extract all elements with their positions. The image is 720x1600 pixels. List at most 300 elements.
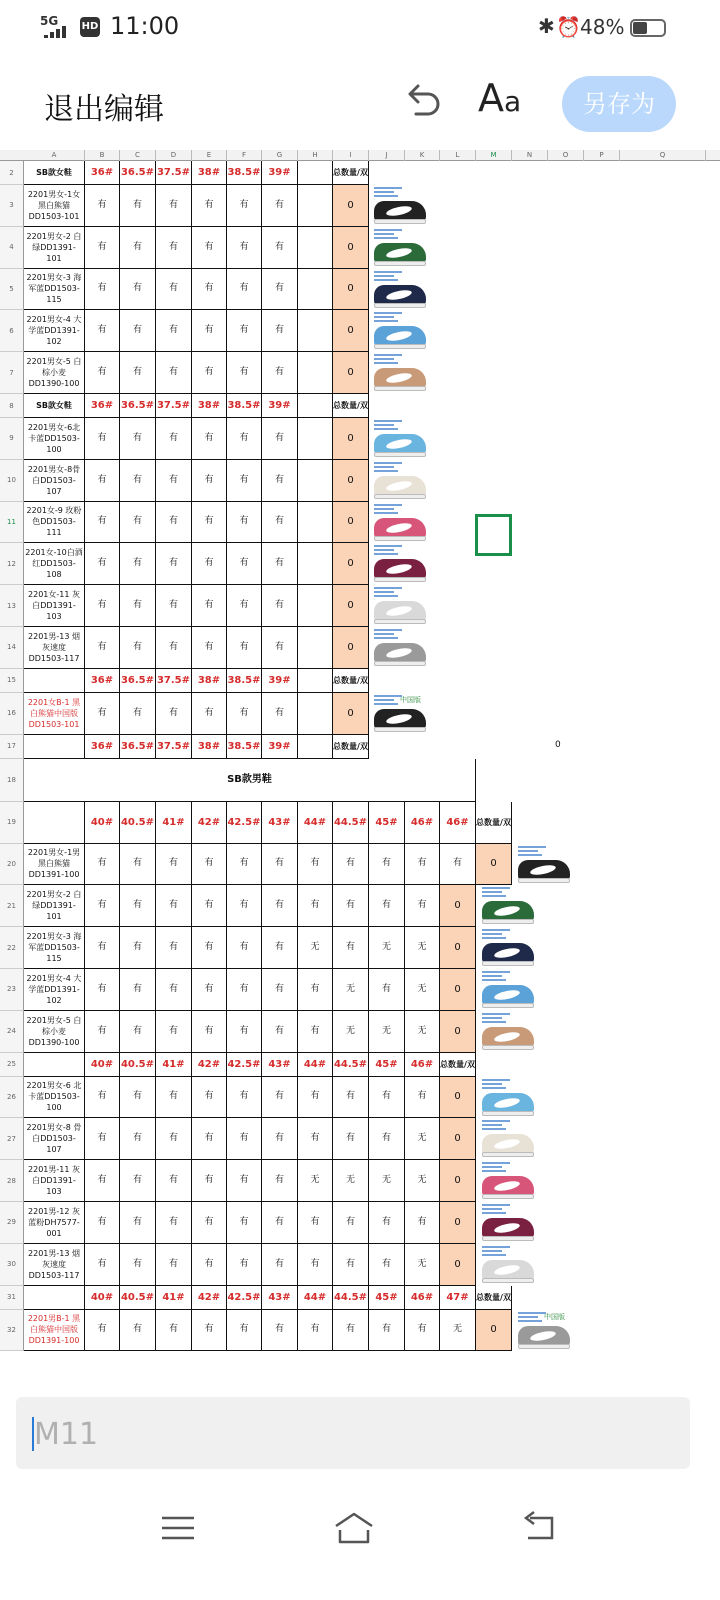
stock-cell[interactable]: 有 bbox=[405, 885, 440, 927]
row-header[interactable]: 28 bbox=[0, 1160, 24, 1202]
stock-cell[interactable]: 有 bbox=[85, 1011, 120, 1053]
stock-cell[interactable]: 有 bbox=[156, 460, 192, 502]
stock-cell[interactable]: 有 bbox=[227, 1310, 262, 1352]
stock-cell[interactable]: 有 bbox=[262, 1310, 298, 1352]
total-cell[interactable]: 0 bbox=[440, 1244, 476, 1286]
row-header[interactable]: 24 bbox=[0, 1011, 24, 1053]
stock-cell[interactable]: 有 bbox=[227, 1077, 262, 1119]
stock-cell[interactable]: 有 bbox=[227, 310, 262, 352]
row-label[interactable] bbox=[24, 1286, 85, 1310]
stock-cell[interactable]: 有 bbox=[369, 1202, 405, 1244]
stock-cell[interactable]: 有 bbox=[120, 969, 156, 1011]
row-header[interactable]: 31 bbox=[0, 1286, 24, 1310]
size-header[interactable]: 40.5# bbox=[120, 1053, 156, 1077]
stock-cell[interactable]: 有 bbox=[120, 185, 156, 227]
stock-cell[interactable]: 有 bbox=[298, 1077, 333, 1119]
stock-cell[interactable]: 有 bbox=[85, 352, 120, 394]
stock-cell[interactable]: 有 bbox=[156, 844, 192, 886]
stock-cell[interactable]: 有 bbox=[192, 885, 227, 927]
size-header[interactable]: 37.5# bbox=[156, 394, 192, 418]
stock-cell[interactable]: 有 bbox=[85, 585, 120, 627]
size-header[interactable]: 43# bbox=[262, 1286, 298, 1310]
stock-cell[interactable]: 有 bbox=[298, 885, 333, 927]
size-header[interactable]: 38# bbox=[192, 161, 227, 185]
row-header[interactable]: 12 bbox=[0, 543, 24, 585]
stock-cell[interactable]: 有 bbox=[120, 1202, 156, 1244]
stock-cell[interactable]: 有 bbox=[227, 693, 262, 735]
product-name[interactable]: 2201男-13 烟灰速度DD1503-117 bbox=[24, 1244, 85, 1286]
stock-cell[interactable]: 有 bbox=[192, 1310, 227, 1352]
stock-cell[interactable]: 无 bbox=[440, 1310, 476, 1352]
stock-cell[interactable]: 有 bbox=[85, 1160, 120, 1202]
size-header[interactable]: 40# bbox=[85, 802, 120, 844]
stock-cell[interactable]: 有 bbox=[262, 502, 298, 544]
stock-cell[interactable]: 有 bbox=[333, 844, 369, 886]
stock-cell[interactable]: 无 bbox=[333, 1160, 369, 1202]
column-header-p[interactable]: P bbox=[584, 150, 620, 161]
size-header[interactable]: 46# bbox=[405, 1286, 440, 1310]
product-name[interactable]: 2201女-9 玫粉色DD1503-111 bbox=[24, 502, 85, 544]
stock-cell[interactable]: 有 bbox=[192, 1244, 227, 1286]
empty-cell[interactable] bbox=[298, 161, 333, 185]
total-cell[interactable]: 0 bbox=[440, 1202, 476, 1244]
size-header[interactable]: 44.5# bbox=[333, 802, 369, 844]
stock-cell[interactable]: 有 bbox=[156, 927, 192, 969]
spreadsheet-grid[interactable] bbox=[0, 150, 720, 1382]
size-header[interactable]: 43# bbox=[262, 1053, 298, 1077]
total-header[interactable]: 总数量/双 bbox=[333, 669, 369, 693]
stock-cell[interactable]: 无 bbox=[405, 1011, 440, 1053]
size-header[interactable]: 45# bbox=[369, 1286, 405, 1310]
stock-cell[interactable]: 有 bbox=[262, 185, 298, 227]
row-header[interactable]: 7 bbox=[0, 352, 24, 394]
stock-cell[interactable]: 有 bbox=[227, 543, 262, 585]
total-header[interactable]: 总数量/双 bbox=[333, 735, 369, 759]
product-name[interactable]: 2201男女-2 白绿DD1391-101 bbox=[24, 885, 85, 927]
stock-cell[interactable]: 有 bbox=[262, 585, 298, 627]
exit-edit-button[interactable]: 退出编辑 bbox=[44, 92, 164, 127]
stock-cell[interactable]: 有 bbox=[227, 269, 262, 311]
stock-cell[interactable]: 有 bbox=[156, 352, 192, 394]
size-header[interactable]: 36.5# bbox=[120, 161, 156, 185]
product-name[interactable]: 2201男女-6北卡蓝DD1503-100 bbox=[24, 418, 85, 460]
stock-cell[interactable]: 有 bbox=[85, 1118, 120, 1160]
stock-cell[interactable]: 有 bbox=[227, 585, 262, 627]
stock-cell[interactable]: 有 bbox=[120, 460, 156, 502]
size-header[interactable]: 37.5# bbox=[156, 161, 192, 185]
total-cell[interactable]: 0 bbox=[440, 969, 476, 1011]
stock-cell[interactable]: 有 bbox=[333, 1310, 369, 1352]
stock-cell[interactable]: 无 bbox=[405, 1160, 440, 1202]
total-header[interactable]: 总数量/双 bbox=[333, 394, 369, 418]
product-name[interactable]: 2201男女-1男黑白熊猫DD1391-100 bbox=[24, 844, 85, 886]
stock-cell[interactable]: 有 bbox=[262, 1202, 298, 1244]
stock-cell[interactable]: 有 bbox=[262, 969, 298, 1011]
column-header-j[interactable]: J bbox=[369, 150, 405, 161]
stock-cell[interactable]: 有 bbox=[120, 627, 156, 669]
stock-cell[interactable]: 有 bbox=[85, 1077, 120, 1119]
row-header[interactable]: 21 bbox=[0, 885, 24, 927]
stock-cell[interactable]: 有 bbox=[298, 1310, 333, 1352]
row-label[interactable]: SB款女鞋 bbox=[24, 394, 85, 418]
total-cell[interactable]: 0 bbox=[333, 693, 369, 735]
empty-cell[interactable] bbox=[298, 669, 333, 693]
row-header[interactable]: 3 bbox=[0, 185, 24, 227]
stock-cell[interactable]: 有 bbox=[192, 1118, 227, 1160]
stock-cell[interactable]: 有 bbox=[192, 1077, 227, 1119]
stock-cell[interactable]: 无 bbox=[333, 969, 369, 1011]
stock-cell[interactable]: 有 bbox=[262, 352, 298, 394]
selected-cell-indicator[interactable] bbox=[475, 514, 512, 556]
size-header[interactable]: 42# bbox=[192, 1053, 227, 1077]
stock-cell[interactable]: 有 bbox=[85, 885, 120, 927]
column-header-f[interactable]: F bbox=[227, 150, 262, 161]
stock-cell[interactable]: 有 bbox=[333, 885, 369, 927]
stock-cell[interactable]: 无 bbox=[298, 1160, 333, 1202]
column-header-k[interactable]: K bbox=[405, 150, 440, 161]
row-label[interactable] bbox=[24, 802, 85, 844]
stock-cell[interactable]: 有 bbox=[85, 502, 120, 544]
row-header[interactable]: 11 bbox=[0, 502, 24, 544]
stock-cell[interactable]: 有 bbox=[369, 1118, 405, 1160]
product-name[interactable]: 2201女-11 灰白DD1391-103 bbox=[24, 585, 85, 627]
row-header[interactable]: 4 bbox=[0, 227, 24, 269]
stock-cell[interactable]: 有 bbox=[192, 627, 227, 669]
empty-cell[interactable] bbox=[298, 585, 333, 627]
total-cell[interactable]: 0 bbox=[333, 269, 369, 311]
column-header-n[interactable]: N bbox=[512, 150, 548, 161]
stock-cell[interactable]: 有 bbox=[192, 460, 227, 502]
stock-cell[interactable]: 有 bbox=[298, 1202, 333, 1244]
stock-cell[interactable]: 有 bbox=[227, 627, 262, 669]
stock-cell[interactable]: 有 bbox=[227, 502, 262, 544]
empty-cell[interactable] bbox=[298, 502, 333, 544]
row-label[interactable]: SB款女鞋 bbox=[24, 161, 85, 185]
row-header[interactable]: 16 bbox=[0, 693, 24, 735]
row-header[interactable]: 18 bbox=[0, 759, 24, 802]
total-cell[interactable]: 0 bbox=[440, 1011, 476, 1053]
stock-cell[interactable]: 有 bbox=[192, 543, 227, 585]
stock-cell[interactable]: 有 bbox=[227, 352, 262, 394]
stock-cell[interactable]: 无 bbox=[405, 1118, 440, 1160]
stock-cell[interactable]: 有 bbox=[156, 502, 192, 544]
size-header[interactable]: 42# bbox=[192, 1286, 227, 1310]
stock-cell[interactable]: 有 bbox=[405, 844, 440, 886]
stock-cell[interactable]: 有 bbox=[120, 585, 156, 627]
column-header-e[interactable]: E bbox=[192, 150, 227, 161]
row-header[interactable]: 20 bbox=[0, 844, 24, 886]
column-header-b[interactable]: B bbox=[85, 150, 120, 161]
stock-cell[interactable]: 有 bbox=[192, 693, 227, 735]
stock-cell[interactable]: 有 bbox=[227, 927, 262, 969]
size-header[interactable]: 38.5# bbox=[227, 735, 262, 759]
product-name[interactable]: 2201女-10白酒红DD1503-108 bbox=[24, 543, 85, 585]
stock-cell[interactable]: 有 bbox=[120, 269, 156, 311]
size-header[interactable]: 39# bbox=[262, 161, 298, 185]
stock-cell[interactable]: 有 bbox=[85, 969, 120, 1011]
stock-cell[interactable]: 有 bbox=[85, 227, 120, 269]
total-cell[interactable]: 0 bbox=[333, 185, 369, 227]
total-cell[interactable]: 0 bbox=[333, 627, 369, 669]
stock-cell[interactable]: 有 bbox=[120, 227, 156, 269]
size-header[interactable]: 36# bbox=[85, 394, 120, 418]
stock-cell[interactable]: 有 bbox=[333, 927, 369, 969]
product-name[interactable]: 2201女B-1 黑白熊猫中国版DD1503-101 bbox=[24, 693, 85, 735]
size-header[interactable]: 43# bbox=[262, 802, 298, 844]
stock-cell[interactable]: 有 bbox=[85, 460, 120, 502]
row-header[interactable]: 5 bbox=[0, 269, 24, 311]
size-header[interactable]: 38.5# bbox=[227, 161, 262, 185]
stock-cell[interactable]: 有 bbox=[192, 418, 227, 460]
product-name[interactable]: 2201男女-3 海军蓝DD1503-115 bbox=[24, 927, 85, 969]
stock-cell[interactable]: 有 bbox=[262, 418, 298, 460]
total-header[interactable]: 总数量/双 bbox=[476, 1286, 512, 1310]
empty-cell[interactable] bbox=[298, 310, 333, 352]
size-header[interactable]: 38# bbox=[192, 394, 227, 418]
stock-cell[interactable]: 有 bbox=[369, 1244, 405, 1286]
size-header[interactable]: 42.5# bbox=[227, 1053, 262, 1077]
formula-bar[interactable] bbox=[16, 1397, 690, 1469]
size-header[interactable]: 38# bbox=[192, 735, 227, 759]
stock-cell[interactable]: 有 bbox=[120, 352, 156, 394]
size-header[interactable]: 37.5# bbox=[156, 669, 192, 693]
stock-cell[interactable]: 有 bbox=[262, 1244, 298, 1286]
total-cell[interactable]: 0 bbox=[333, 543, 369, 585]
stock-cell[interactable]: 有 bbox=[405, 1310, 440, 1352]
size-header[interactable]: 39# bbox=[262, 394, 298, 418]
stock-cell[interactable]: 有 bbox=[369, 969, 405, 1011]
column-header-a[interactable]: A bbox=[24, 150, 85, 161]
column-header-c[interactable]: C bbox=[120, 150, 156, 161]
stock-cell[interactable]: 有 bbox=[227, 1202, 262, 1244]
stock-cell[interactable]: 有 bbox=[156, 693, 192, 735]
product-name[interactable]: 2201男女-3 海军蓝DD1503-115 bbox=[24, 269, 85, 311]
row-label[interactable] bbox=[24, 669, 85, 693]
size-header[interactable]: 40.5# bbox=[120, 802, 156, 844]
stock-cell[interactable]: 有 bbox=[262, 885, 298, 927]
stock-cell[interactable]: 有 bbox=[227, 1118, 262, 1160]
stock-cell[interactable]: 有 bbox=[85, 927, 120, 969]
stock-cell[interactable]: 有 bbox=[298, 969, 333, 1011]
stock-cell[interactable]: 有 bbox=[156, 310, 192, 352]
stock-cell[interactable]: 有 bbox=[333, 1202, 369, 1244]
column-header-g[interactable]: G bbox=[262, 150, 298, 161]
size-header[interactable]: 39# bbox=[262, 669, 298, 693]
stock-cell[interactable]: 有 bbox=[405, 1077, 440, 1119]
stock-cell[interactable]: 无 bbox=[405, 927, 440, 969]
empty-cell[interactable] bbox=[298, 394, 333, 418]
size-header[interactable]: 40# bbox=[85, 1286, 120, 1310]
stock-cell[interactable]: 有 bbox=[227, 844, 262, 886]
stock-cell[interactable]: 有 bbox=[85, 310, 120, 352]
row-header[interactable]: 19 bbox=[0, 802, 24, 844]
product-name[interactable]: 2201男女-5 白棕小麦DD1390-100 bbox=[24, 352, 85, 394]
total-cell[interactable]: 0 bbox=[333, 310, 369, 352]
stock-cell[interactable]: 有 bbox=[85, 1202, 120, 1244]
stock-cell[interactable]: 有 bbox=[85, 185, 120, 227]
stock-cell[interactable]: 有 bbox=[227, 1160, 262, 1202]
save-as-button[interactable]: 另存为 bbox=[562, 76, 676, 132]
stock-cell[interactable]: 有 bbox=[262, 310, 298, 352]
row-header[interactable]: 23 bbox=[0, 969, 24, 1011]
stock-cell[interactable]: 有 bbox=[333, 1244, 369, 1286]
size-header[interactable]: 38.5# bbox=[227, 394, 262, 418]
total-cell[interactable]: 0 bbox=[476, 844, 512, 886]
size-header[interactable]: 46# bbox=[405, 1053, 440, 1077]
size-header[interactable]: 42.5# bbox=[227, 802, 262, 844]
empty-cell[interactable] bbox=[298, 460, 333, 502]
stock-cell[interactable]: 有 bbox=[262, 1011, 298, 1053]
stock-cell[interactable]: 有 bbox=[120, 310, 156, 352]
product-name[interactable]: 2201男-11 灰白DD1391-103 bbox=[24, 1160, 85, 1202]
total-cell[interactable]: 0 bbox=[333, 460, 369, 502]
size-header[interactable]: 39# bbox=[262, 735, 298, 759]
stock-cell[interactable]: 有 bbox=[120, 1160, 156, 1202]
stock-cell[interactable]: 有 bbox=[156, 1202, 192, 1244]
stock-cell[interactable]: 有 bbox=[156, 1244, 192, 1286]
product-name[interactable]: 2201男女-4 大学蓝DD1391-102 bbox=[24, 310, 85, 352]
stock-cell[interactable]: 有 bbox=[227, 460, 262, 502]
column-header-d[interactable]: D bbox=[156, 150, 192, 161]
column-header-l[interactable]: L bbox=[440, 150, 476, 161]
stock-cell[interactable]: 有 bbox=[156, 227, 192, 269]
stock-cell[interactable]: 有 bbox=[156, 269, 192, 311]
menu-icon[interactable] bbox=[158, 1508, 198, 1548]
row-header[interactable]: 15 bbox=[0, 669, 24, 693]
stock-cell[interactable]: 有 bbox=[192, 352, 227, 394]
stock-cell[interactable]: 有 bbox=[192, 1202, 227, 1244]
stock-cell[interactable]: 有 bbox=[156, 885, 192, 927]
row-header[interactable]: 9 bbox=[0, 418, 24, 460]
stock-cell[interactable]: 有 bbox=[369, 885, 405, 927]
stock-cell[interactable]: 有 bbox=[333, 1077, 369, 1119]
stock-cell[interactable]: 有 bbox=[156, 585, 192, 627]
size-header[interactable]: 46# bbox=[405, 802, 440, 844]
stock-cell[interactable]: 有 bbox=[120, 844, 156, 886]
stock-cell[interactable]: 有 bbox=[85, 693, 120, 735]
stock-cell[interactable]: 有 bbox=[192, 185, 227, 227]
total-cell[interactable]: 0 bbox=[333, 418, 369, 460]
stock-cell[interactable]: 有 bbox=[192, 585, 227, 627]
stock-cell[interactable]: 有 bbox=[120, 1077, 156, 1119]
stock-cell[interactable]: 有 bbox=[85, 1244, 120, 1286]
size-header[interactable]: 38.5# bbox=[227, 669, 262, 693]
total-cell[interactable]: 0 bbox=[333, 585, 369, 627]
stock-cell[interactable]: 有 bbox=[192, 269, 227, 311]
size-header[interactable]: 36.5# bbox=[120, 669, 156, 693]
row-label[interactable] bbox=[24, 1053, 85, 1077]
stock-cell[interactable]: 有 bbox=[120, 927, 156, 969]
stock-cell[interactable]: 无 bbox=[405, 1244, 440, 1286]
size-header[interactable]: 41# bbox=[156, 1286, 192, 1310]
stock-cell[interactable]: 无 bbox=[333, 1011, 369, 1053]
stock-cell[interactable]: 有 bbox=[85, 844, 120, 886]
empty-cell[interactable] bbox=[298, 185, 333, 227]
size-header[interactable]: 36.5# bbox=[120, 735, 156, 759]
empty-cell[interactable] bbox=[298, 693, 333, 735]
size-header[interactable]: 36# bbox=[85, 161, 120, 185]
total-header[interactable]: 总数量/双 bbox=[476, 802, 512, 844]
stock-cell[interactable]: 有 bbox=[156, 1310, 192, 1352]
stock-cell[interactable]: 有 bbox=[192, 1160, 227, 1202]
stock-cell[interactable]: 无 bbox=[369, 1011, 405, 1053]
column-header-h[interactable]: H bbox=[298, 150, 333, 161]
home-icon[interactable] bbox=[332, 1508, 372, 1548]
stock-cell[interactable]: 有 bbox=[192, 927, 227, 969]
stock-cell[interactable]: 有 bbox=[227, 885, 262, 927]
stock-cell[interactable]: 有 bbox=[156, 185, 192, 227]
stock-cell[interactable]: 有 bbox=[262, 627, 298, 669]
stock-cell[interactable]: 有 bbox=[262, 460, 298, 502]
stock-cell[interactable]: 有 bbox=[120, 543, 156, 585]
empty-cell[interactable] bbox=[298, 627, 333, 669]
empty-cell[interactable] bbox=[298, 735, 333, 759]
size-header[interactable]: 46# bbox=[440, 802, 476, 844]
product-name[interactable]: 2201男女-8 骨白DD1503-107 bbox=[24, 1118, 85, 1160]
stock-cell[interactable]: 无 bbox=[405, 969, 440, 1011]
empty-cell[interactable] bbox=[298, 352, 333, 394]
stock-cell[interactable]: 有 bbox=[156, 1011, 192, 1053]
size-header[interactable]: 44# bbox=[298, 1286, 333, 1310]
product-name[interactable]: 2201男-13 烟灰速度DD1503-117 bbox=[24, 627, 85, 669]
stock-cell[interactable]: 有 bbox=[262, 927, 298, 969]
stock-cell[interactable]: 有 bbox=[192, 1011, 227, 1053]
stock-cell[interactable]: 有 bbox=[298, 844, 333, 886]
row-header[interactable]: 29 bbox=[0, 1202, 24, 1244]
stock-cell[interactable]: 有 bbox=[262, 227, 298, 269]
total-cell[interactable]: 0 bbox=[440, 927, 476, 969]
total-header[interactable]: 总数量/双 bbox=[333, 161, 369, 185]
stock-cell[interactable]: 有 bbox=[156, 418, 192, 460]
stock-cell[interactable]: 有 bbox=[156, 969, 192, 1011]
stock-cell[interactable]: 有 bbox=[369, 844, 405, 886]
row-header[interactable]: 14 bbox=[0, 627, 24, 669]
total-cell[interactable]: 0 bbox=[476, 1310, 512, 1352]
stock-cell[interactable]: 有 bbox=[262, 844, 298, 886]
stock-cell[interactable]: 有 bbox=[156, 627, 192, 669]
stock-cell[interactable]: 有 bbox=[298, 1118, 333, 1160]
cell-reference-input[interactable]: M11 bbox=[34, 1417, 99, 1452]
product-name[interactable]: 2201男B-1 黑白熊猫中国版DD1391-100 bbox=[24, 1310, 85, 1352]
stock-cell[interactable]: 有 bbox=[192, 969, 227, 1011]
stock-cell[interactable]: 有 bbox=[298, 1011, 333, 1053]
stock-cell[interactable]: 有 bbox=[369, 1077, 405, 1119]
column-header-m[interactable]: M bbox=[476, 150, 512, 161]
stock-cell[interactable]: 有 bbox=[333, 1118, 369, 1160]
empty-cell[interactable] bbox=[298, 418, 333, 460]
empty-cell[interactable] bbox=[298, 543, 333, 585]
back-icon[interactable] bbox=[518, 1508, 558, 1548]
row-header[interactable]: 22 bbox=[0, 927, 24, 969]
size-header[interactable]: 45# bbox=[369, 1053, 405, 1077]
product-name[interactable]: 2201男-12 灰蓝粉DH7577-001 bbox=[24, 1202, 85, 1244]
stock-cell[interactable]: 有 bbox=[262, 1118, 298, 1160]
row-header[interactable]: 27 bbox=[0, 1118, 24, 1160]
total-cell[interactable]: 0 bbox=[333, 352, 369, 394]
total-cell[interactable]: 0 bbox=[440, 1118, 476, 1160]
stock-cell[interactable]: 有 bbox=[369, 1310, 405, 1352]
size-header[interactable]: 47# bbox=[440, 1286, 476, 1310]
empty-cell[interactable] bbox=[298, 227, 333, 269]
total-cell[interactable]: 0 bbox=[440, 1077, 476, 1119]
stock-cell[interactable]: 无 bbox=[298, 927, 333, 969]
row-header[interactable]: 10 bbox=[0, 460, 24, 502]
stock-cell[interactable]: 有 bbox=[192, 227, 227, 269]
size-header[interactable]: 44# bbox=[298, 802, 333, 844]
stock-cell[interactable]: 有 bbox=[85, 269, 120, 311]
stock-cell[interactable]: 无 bbox=[369, 1160, 405, 1202]
row-header[interactable]: 32 bbox=[0, 1310, 24, 1352]
